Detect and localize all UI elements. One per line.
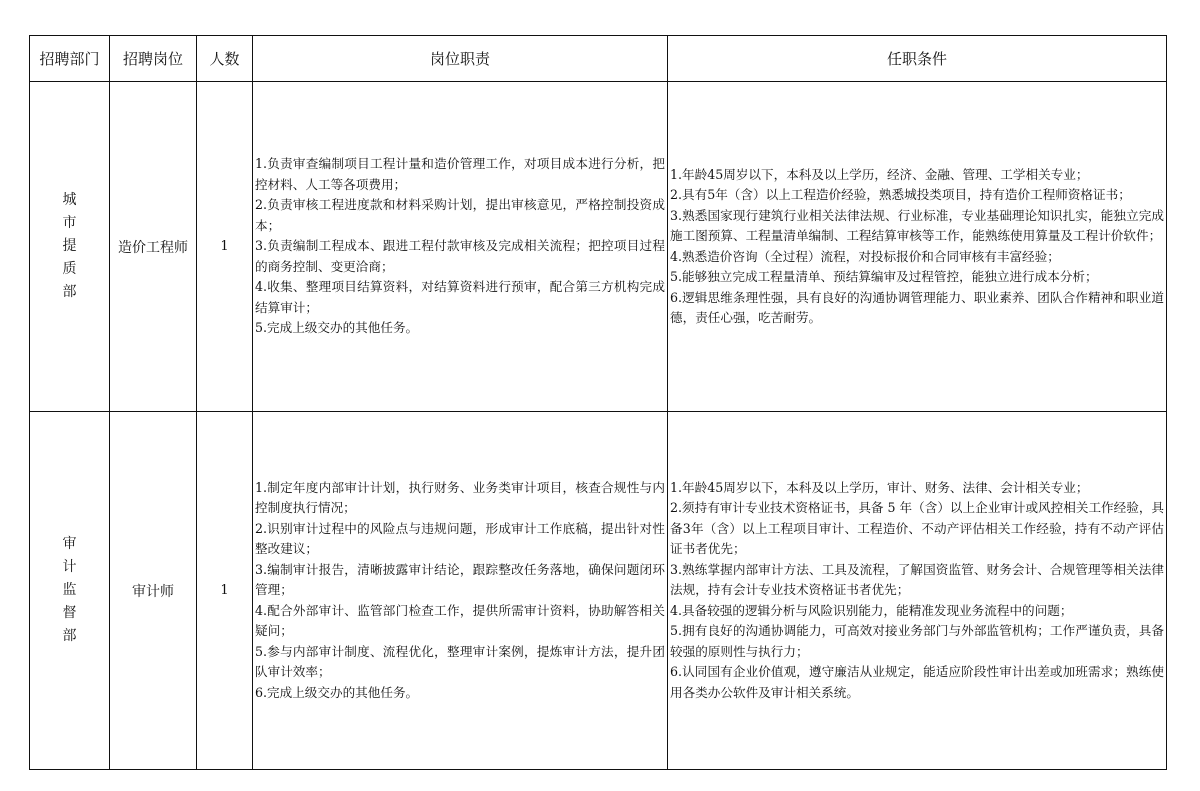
- table-row: [30, 412, 1167, 770]
- duty-item: 3.负责编制工程成本、跟进工程付款审核及完成相关流程；把控项目过程的商务控制、变更洽商；: [255, 238, 665, 274]
- requirement-item: 5.能够独立完成工程量清单、预结算编审及过程管控，能独立进行成本分析；: [670, 269, 1098, 284]
- requirement-item: 4.熟悉造价咨询（全过程）流程，对投标报价和合同审核有丰富经验；: [670, 248, 1060, 264]
- requirement-item: 2.须持有审计专业技术资格证书，具备 5 年（含）以上企业审计或风控相关工作经验，具备3年（含）以上工程项目审计、工程造价、不动产评估相关工作经验，持有不动产评估证书者优先；: [670, 500, 1165, 557]
- requirement-item: 4.具备较强的逻辑分析与风险识别能力，能精准发现业务流程中的问题；: [670, 602, 1073, 618]
- department-char: 部: [62, 284, 77, 300]
- header-position: 招聘岗位: [110, 36, 197, 82]
- count-cell: 1: [197, 82, 253, 412]
- duty-item: 2.负责审核工程进度款和材料采购计划，提出审核意见，严格控制投资成本；: [255, 197, 665, 233]
- department-char: 审: [62, 536, 77, 552]
- requirement-item: 6.逻辑思维条理性强，具有良好的沟通协调管理能力、职业素养、团队合作精神和职业道德，责任心强，吃苦耐劳。: [670, 289, 1164, 325]
- department-char: 计: [62, 559, 77, 575]
- department-char: 市: [62, 215, 77, 231]
- header-department: 招聘部门: [30, 36, 110, 82]
- position-cell: 审计师: [110, 412, 197, 770]
- requirements-cell: [668, 82, 1167, 412]
- requirement-item: 2.具有5年（含）以上工程造价经验，熟悉城投类项目，持有造价工程师资格证书；: [670, 187, 1131, 202]
- duty-item: 4.收集、整理项目结算资料，对结算资料进行预审，配合第三方机构完成结算审计；: [255, 279, 665, 315]
- duty-item: 6.完成上级交办的其他任务。: [255, 684, 419, 700]
- department-char: 质: [62, 261, 77, 277]
- duties-cell: [253, 412, 668, 770]
- requirements-cell: [668, 412, 1167, 770]
- requirement-item: 3.熟练掌握内部审计方法、工具及流程，了解国资监管、财务会计、合规管理等相关法律法规，持有会计专业技术资格证书者优先；: [670, 561, 1164, 598]
- department-char: 提: [62, 238, 77, 254]
- position-cell: 造价工程师: [110, 82, 197, 412]
- header-row: [30, 36, 1167, 82]
- requirement-item: 5.拥有良好的沟通协调能力，可高效对接业务部门与外部监管机构；工作严谨负责，具备较强的原则性与执行力；: [670, 623, 1164, 659]
- table-row: [30, 82, 1167, 412]
- department-char: 监: [62, 582, 77, 598]
- header-duties: 岗位职责: [253, 36, 668, 82]
- requirement-item: 1.年龄45周岁以下，本科及以上学历，审计、财务、法律、会计相关专业；: [670, 479, 1089, 495]
- requirement-item: 6.认同国有企业价值观，遵守廉洁从业规定，能适应阶段性审计出差或加班需求；熟练使用各类办公软件及审计相关系统。: [670, 664, 1164, 700]
- header-requirements: 任职条件: [668, 36, 1167, 82]
- recruitment-table: [29, 35, 1167, 770]
- duty-item: 2.识别审计过程中的风险点与违规问题，形成审计工作底稿，提出针对性整改建议；: [255, 520, 665, 557]
- duty-item: 3.编制审计报告，清晰披露审计结论，跟踪整改任务落地，确保问题闭环管理；: [255, 561, 665, 598]
- department-char: 督: [62, 605, 77, 621]
- count-cell: 1: [197, 412, 253, 770]
- requirement-item: 1.年龄45周岁以下，本科及以上学历，经济、金融、管理、工学相关专业；: [670, 166, 1089, 182]
- duties-cell: [253, 82, 668, 412]
- duty-item: 5.参与内部审计制度、流程优化，整理审计案例，提炼审计方法，提升团队审计效率；: [255, 643, 665, 680]
- department-cell: [30, 412, 110, 770]
- department-char: 城: [62, 192, 77, 208]
- requirement-item: 3.熟悉国家现行建筑行业相关法律法规、行业标准，专业基础理论知识扎实，能独立完成施工图预算、工程量清单编制、工程结算审核等工作，能熟练使用算量及工程计价软件；: [670, 207, 1164, 243]
- duty-item: 4.配合外部审计、监管部门检查工作，提供所需审计资料，协助解答相关疑问；: [255, 602, 665, 639]
- department-cell: [30, 82, 110, 412]
- duty-item: 1.制定年度内部审计计划，执行财务、业务类审计项目，核查合规性与内控制度执行情况；: [255, 479, 665, 516]
- header-count: 人数: [197, 36, 253, 82]
- duty-item: 1.负责审查编制项目工程计量和造价管理工作，对项目成本进行分析，把控材料、人工等各项费用；: [255, 156, 665, 192]
- department-char: 部: [62, 628, 77, 644]
- duty-item: 5.完成上级交办的其他任务。: [255, 320, 419, 336]
